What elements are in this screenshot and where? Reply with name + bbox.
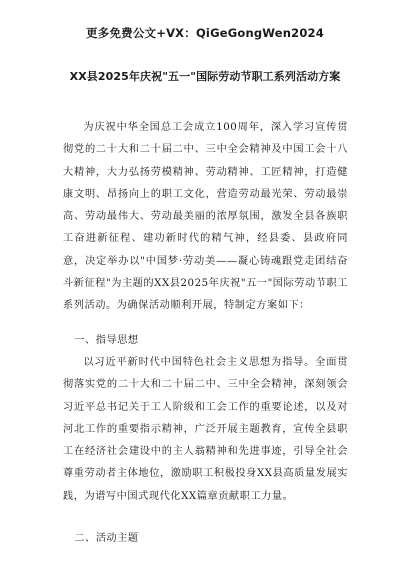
section2-heading-block bbox=[63, 528, 348, 550]
intro-paragraph: 为庆祝中华全国总工会成立100周年，深入学习宣传贯彻党的二十大和二十届二中、三中全会精神及中国工会十八大精神，大力弘扬劳模精神、劳动精神、工匠精神，打造健康文明、昂扬向上的职工文化，营造劳动最光荣、劳动最崇高、劳动最伟大、劳动最美丽的浓厚氛围，激发全县各族职工奋进新征程、建功新时代的精气神，经县委、县政府同意，决定举办以"中国梦·劳动美——凝心铸魂跟党走团结奋斗新征程"为主题的XX县2025年庆祝"五一"国际劳动节职工系列活动。为确保活动顺利开展，特制定方案如下： bbox=[63, 122, 348, 312]
section1-paragraph: 以习近平新时代中国特色社会主义思想为指导。全面贯彻落实党的二十大和二十届二中、三中全会精神，深刻领会习近平总书记关于工人阶级和工会工作的重要论述，以及对河北工作的重要指示精神，广泛开展主题教育，宣传全县职工在经济社会建设中的主人翁精神和先进事迹，引导全社会尊重劳动者主体地位，激励职工积极投身XX县高质量发展实践，为谱写中国式现代化XX篇章贡献职工力量。 bbox=[63, 357, 348, 502]
document-title: XX县2025年庆祝"五一"国际劳动节职工系列活动方案 bbox=[69, 70, 341, 83]
promo-header: 更多免费公文+VX：QiGeGongWen2024 bbox=[86, 26, 324, 40]
intro-section bbox=[63, 117, 348, 318]
section1-heading-block bbox=[63, 330, 348, 352]
section1-heading: 一、指导思想 bbox=[74, 335, 139, 346]
section1-body bbox=[63, 352, 348, 508]
section2-heading: 二、活动主题 bbox=[74, 533, 139, 544]
